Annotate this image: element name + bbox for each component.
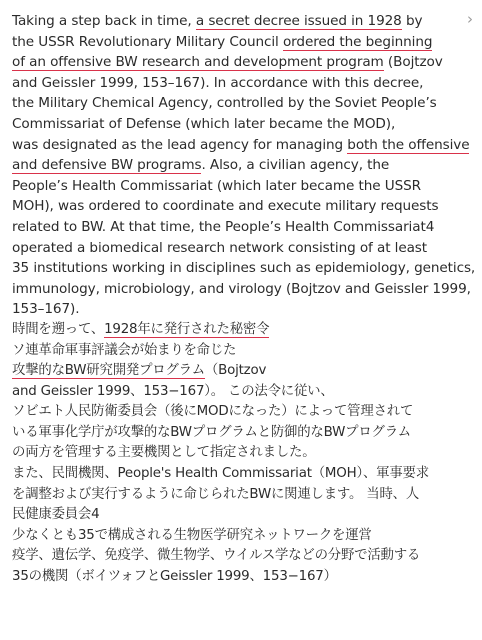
text-line: [12, 341, 464, 362]
text-segment: by: [401, 13, 423, 29]
text-line: [12, 217, 464, 238]
text-segment: was designated as the lead agency for managing: [12, 136, 348, 153]
text-segment: the USSR Revolutionary Military Council: [12, 33, 283, 50]
text-segment: operated a biomedical research network consisting of at least: [12, 239, 428, 256]
text-line: [12, 402, 464, 423]
text-segment: (Bojtzov: [383, 54, 443, 71]
text-segment: 35 institutions working in disciplines such as epidemiology, genetics,: [12, 260, 476, 277]
text-line: [12, 176, 464, 197]
text-segment: ソ連革命軍事評議会が始まりを命じた: [12, 342, 237, 358]
text-line: [12, 238, 464, 259]
text-line: [12, 299, 464, 320]
text-segment: 少なくとも35で構成される生物医学研究ネットワークを運営: [12, 527, 372, 543]
text-line: [12, 485, 464, 506]
text-segment: Taking a step back in time,: [12, 13, 196, 29]
text-line: [12, 114, 464, 135]
text-line: [12, 32, 464, 53]
text-segment: and Geissler 1999、153−167）。 この法令に従い、: [12, 383, 334, 399]
chevron-right-icon[interactable]: ›: [467, 10, 473, 28]
underlined-phrase: and defensive BW programs: [12, 157, 202, 174]
text-line: [12, 505, 464, 526]
text-segment: and Geissler 1999, 153–167). In accordance with this decree,: [12, 74, 424, 91]
underlined-phrase: 攻撃的なBW研究開発プログラム: [12, 363, 205, 379]
text-segment: を調整および実行するように命じられたBWに関連します。 当時、人: [12, 486, 420, 502]
text-line: [12, 361, 464, 382]
text-line: [12, 526, 464, 547]
text-segment: related to BW. At that time, the People’s Health Commissariat4: [12, 218, 435, 235]
underlined-phrase: ordered the beginning: [282, 33, 433, 50]
text-line: [12, 52, 464, 73]
text-segment: 民健康委員会4: [12, 507, 100, 523]
text-segment: 35の機関（ボイツォフとGeissler 1999、153−167）: [12, 569, 337, 585]
text-segment: 時間を遡って、: [12, 321, 105, 337]
text-segment: the Military Chemical Agency, controlled by the Soviet People’s: [12, 95, 437, 112]
text-segment: Commissariat of Defense (which later became the MOD),: [12, 115, 396, 132]
text-segment: immunology, microbiology, and virology (Bojtzov and Geissler 1999,: [12, 280, 471, 297]
text-segment: また、民間機関、People's Health Commissariat（MOH）、軍事要求: [12, 466, 429, 482]
text-line: [12, 464, 464, 485]
text-line: [12, 443, 464, 464]
text-line: [12, 93, 464, 114]
text-segment: の両方を管理する主要機関として指定されました。: [12, 445, 316, 461]
text-line: [12, 258, 476, 279]
text-line: [12, 135, 470, 156]
text-line: [12, 155, 464, 176]
text-segment: . Also, a civilian agency, the: [201, 157, 390, 174]
text-line: [12, 546, 464, 567]
text-line: [12, 196, 464, 217]
text-segment: People’s Health Commissariat (which later became the USSR: [12, 177, 421, 194]
paragraph-block: [12, 11, 476, 588]
text-line: [12, 567, 464, 588]
text-line: [12, 11, 464, 32]
underlined-phrase: a secret decree issued in 1928: [195, 13, 402, 29]
underlined-phrase: 1928年に発行された秘密令: [104, 321, 270, 337]
text-line: [12, 320, 464, 341]
text-segment: いる軍事化学庁が攻撃的なBWプログラムと防御的なBWプログラム: [12, 424, 411, 440]
text-line: [12, 73, 464, 94]
text-segment: MOH), was ordered to coordinate and execute military requests: [12, 198, 439, 215]
text-segment: ソビエト人民防衛委員会（後にMODになった）によって管理されて: [12, 404, 414, 420]
text-line: [12, 279, 471, 300]
text-line: [12, 382, 464, 403]
text-line: [12, 423, 464, 444]
underlined-phrase: both the offensive: [347, 136, 470, 153]
text-segment: （Bojtzov: [204, 363, 267, 379]
text-segment: 153–167).: [12, 301, 80, 318]
underlined-phrase: of an offensive BW research and development program: [12, 54, 384, 71]
text-segment: 疫学、遺伝学、免疫学、微生物学、ウイルス学などの分野で活動する: [12, 548, 421, 564]
